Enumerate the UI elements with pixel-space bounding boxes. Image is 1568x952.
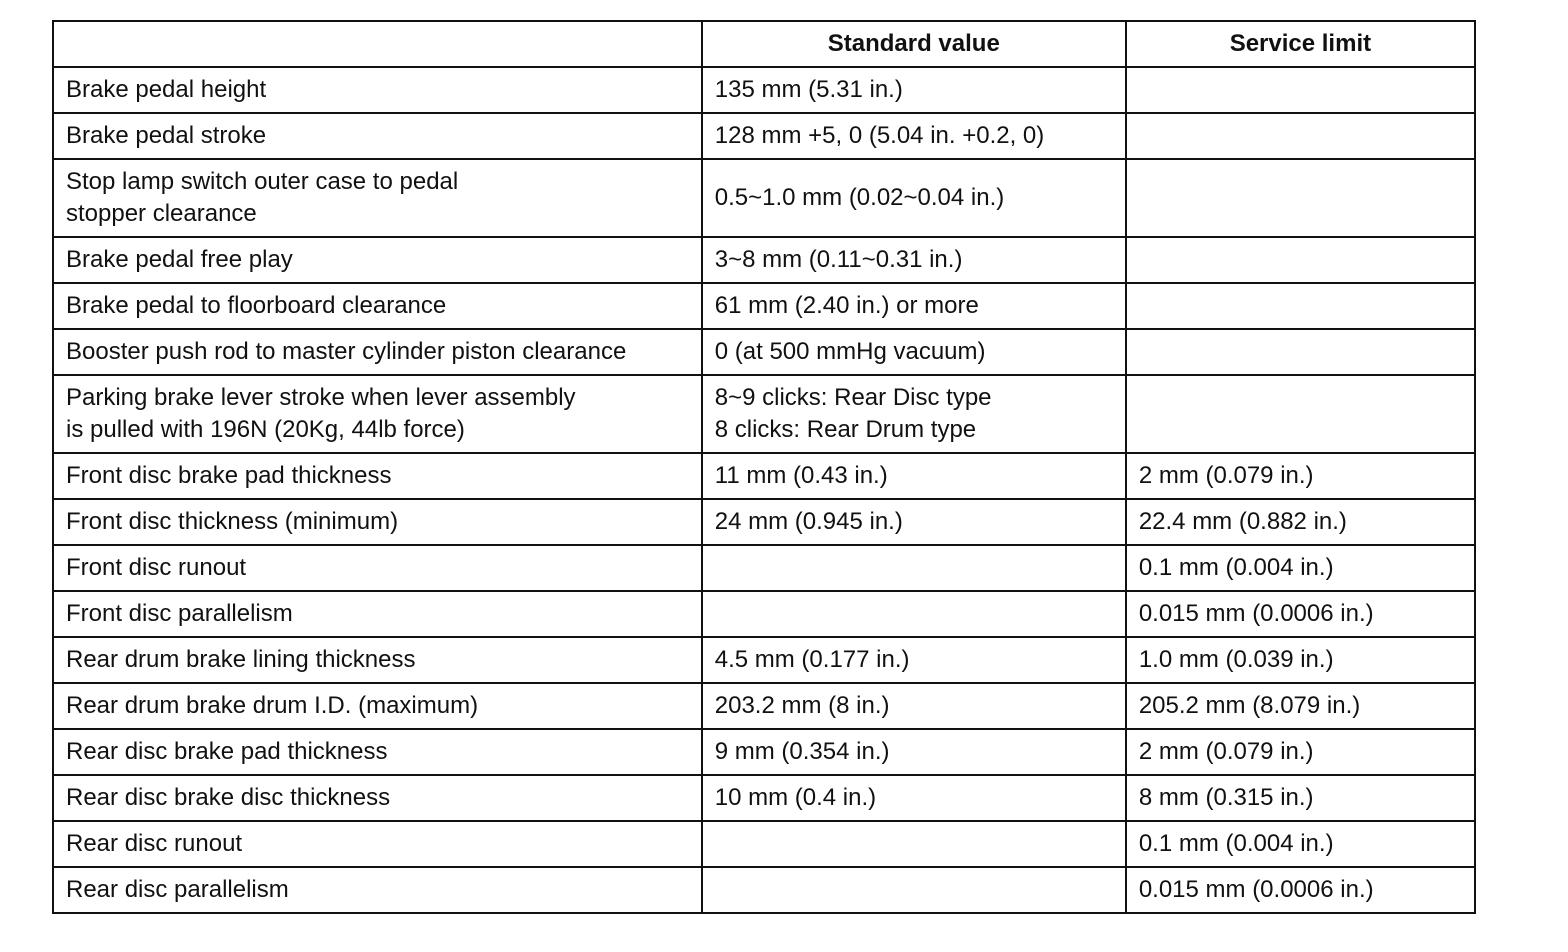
standard-text: 61 mm (2.40 in.) or more xyxy=(714,292,979,319)
standard-text: 128 mm +5, 0 (5.04 in. +0.2, 0) xyxy=(714,122,1045,149)
item-cell xyxy=(53,867,702,913)
standard-cell xyxy=(702,499,1126,545)
table-row xyxy=(53,729,1475,775)
item-cell xyxy=(53,375,702,453)
standard-cell xyxy=(702,637,1126,683)
table-row xyxy=(53,375,1475,453)
limit-text: 0.1 mm (0.004 in.) xyxy=(1138,554,1334,581)
table-header-row xyxy=(53,21,1475,67)
limit-cell xyxy=(1126,545,1475,591)
table-row xyxy=(53,453,1475,499)
item-text: Stop lamp switch outer case to pedal stopper clearance xyxy=(66,168,459,227)
header-standard-value: Standard value xyxy=(702,21,1126,67)
item-cell xyxy=(53,729,702,775)
item-text: Brake pedal height xyxy=(66,76,267,103)
table-row xyxy=(53,67,1475,113)
standard-cell xyxy=(702,237,1126,283)
standard-cell xyxy=(702,453,1126,499)
item-text: Brake pedal to floorboard clearance xyxy=(66,292,447,319)
table-row xyxy=(53,113,1475,159)
limit-cell xyxy=(1126,453,1475,499)
item-cell xyxy=(53,821,702,867)
standard-cell xyxy=(702,329,1126,375)
limit-cell xyxy=(1126,329,1475,375)
limit-cell xyxy=(1126,499,1475,545)
standard-cell xyxy=(702,375,1126,453)
limit-cell xyxy=(1126,67,1475,113)
header-item xyxy=(53,21,702,67)
item-cell xyxy=(53,499,702,545)
standard-cell xyxy=(702,159,1126,237)
limit-cell xyxy=(1126,113,1475,159)
item-text: Front disc parallelism xyxy=(66,600,293,627)
standard-text: 4.5 mm (0.177 in.) xyxy=(714,646,910,673)
brake-spec-table xyxy=(52,20,1476,914)
item-text: Rear disc runout xyxy=(66,830,243,857)
limit-cell xyxy=(1126,159,1475,237)
standard-text: 24 mm (0.945 in.) xyxy=(714,508,903,535)
item-cell xyxy=(53,775,702,821)
item-cell xyxy=(53,545,702,591)
table-row xyxy=(53,683,1475,729)
item-cell xyxy=(53,237,702,283)
limit-cell xyxy=(1126,683,1475,729)
item-cell xyxy=(53,283,702,329)
standard-cell xyxy=(702,591,1126,637)
limit-cell xyxy=(1126,591,1475,637)
item-cell xyxy=(53,453,702,499)
table-row xyxy=(53,499,1475,545)
limit-cell xyxy=(1126,867,1475,913)
limit-text: 2 mm (0.079 in.) xyxy=(1138,462,1314,489)
standard-text: 0 (at 500 mmHg vacuum) xyxy=(714,338,986,365)
standard-cell xyxy=(702,775,1126,821)
limit-text: 0.1 mm (0.004 in.) xyxy=(1138,830,1334,857)
item-text: Rear drum brake drum I.D. (maximum) xyxy=(66,692,479,719)
item-text: Rear disc brake disc thickness xyxy=(66,784,391,811)
table-row xyxy=(53,867,1475,913)
limit-cell xyxy=(1126,729,1475,775)
standard-cell xyxy=(702,683,1126,729)
table-row xyxy=(53,821,1475,867)
header-service-limit: Service limit xyxy=(1126,21,1475,67)
table-row xyxy=(53,329,1475,375)
item-cell xyxy=(53,159,702,237)
limit-text: 22.4 mm (0.882 in.) xyxy=(1138,508,1347,535)
table-row xyxy=(53,637,1475,683)
standard-cell xyxy=(702,821,1126,867)
item-text: Front disc brake pad thickness xyxy=(66,462,392,489)
limit-cell xyxy=(1126,237,1475,283)
standard-text: 3~8 mm (0.11~0.31 in.) xyxy=(714,246,963,273)
item-cell xyxy=(53,329,702,375)
limit-text: 8 mm (0.315 in.) xyxy=(1138,784,1314,811)
limit-cell xyxy=(1126,775,1475,821)
table-row xyxy=(53,159,1475,237)
limit-text: 0.015 mm (0.0006 in.) xyxy=(1138,600,1374,627)
limit-cell xyxy=(1126,283,1475,329)
item-cell xyxy=(53,591,702,637)
limit-text: 0.015 mm (0.0006 in.) xyxy=(1138,876,1374,903)
standard-cell xyxy=(702,545,1126,591)
item-cell xyxy=(53,113,702,159)
item-cell xyxy=(53,637,702,683)
standard-cell xyxy=(702,729,1126,775)
standard-text: 11 mm (0.43 in.) xyxy=(714,462,888,489)
standard-cell xyxy=(702,283,1126,329)
table-row xyxy=(53,545,1475,591)
item-text: Brake pedal stroke xyxy=(66,122,267,149)
item-cell xyxy=(53,67,702,113)
item-cell xyxy=(53,683,702,729)
item-text: Rear drum brake lining thickness xyxy=(66,646,416,673)
standard-cell xyxy=(702,67,1126,113)
standard-text: 9 mm (0.354 in.) xyxy=(714,738,890,765)
item-text: Parking brake lever stroke when lever assembly is pulled with 196N (20Kg, 44lb force) xyxy=(66,384,576,443)
table-row xyxy=(53,775,1475,821)
standard-text: 8~9 clicks: Rear Disc type 8 clicks: Rear Drum type xyxy=(714,384,992,443)
limit-cell xyxy=(1126,637,1475,683)
item-text: Front disc runout xyxy=(66,554,247,581)
standard-text: 203.2 mm (8 in.) xyxy=(714,692,890,719)
item-text: Front disc thickness (minimum) xyxy=(66,508,399,535)
standard-text: 0.5~1.0 mm (0.02~0.04 in.) xyxy=(714,184,1005,211)
limit-cell xyxy=(1126,821,1475,867)
limit-text: 205.2 mm (8.079 in.) xyxy=(1138,692,1361,719)
item-text: Brake pedal free play xyxy=(66,246,293,273)
limit-text: 2 mm (0.079 in.) xyxy=(1138,738,1314,765)
item-text: Rear disc parallelism xyxy=(66,876,289,903)
standard-text: 10 mm (0.4 in.) xyxy=(714,784,877,811)
limit-text: 1.0 mm (0.039 in.) xyxy=(1138,646,1334,673)
standard-cell xyxy=(702,113,1126,159)
table-row xyxy=(53,283,1475,329)
limit-cell xyxy=(1126,375,1475,453)
standard-text: 135 mm (5.31 in.) xyxy=(714,76,903,103)
table-row xyxy=(53,237,1475,283)
table-row xyxy=(53,591,1475,637)
item-text: Rear disc brake pad thickness xyxy=(66,738,388,765)
standard-cell xyxy=(702,867,1126,913)
item-text: Booster push rod to master cylinder piston clearance xyxy=(66,338,627,365)
